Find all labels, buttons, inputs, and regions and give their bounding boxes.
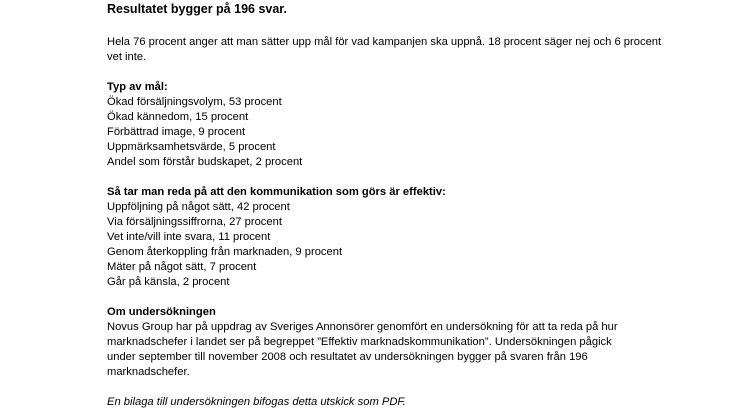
document-heading: Resultatet bygger på 196 svar. — [107, 2, 287, 16]
list-item: Via försäljningssiffrorna, 27 procent — [107, 216, 282, 228]
list-item: Uppföljning på något sätt, 42 procent — [107, 201, 290, 213]
list-item: Uppmärksamhetsvärde, 5 procent — [107, 141, 276, 153]
list-item: Mäter på något sätt, 7 procent — [107, 261, 257, 273]
effectiveness-title: Så tar man reda på att den kommunikation som görs är effektiv: — [107, 186, 446, 198]
goals-section — [107, 80, 667, 170]
about-section — [107, 305, 667, 380]
goals-title: Typ av mål: — [107, 81, 168, 93]
list-item: Andel som förstår budskapet, 2 procent — [107, 156, 303, 168]
effectiveness-list — [107, 200, 667, 290]
document-page — [107, 0, 667, 410]
about-title: Om undersökningen — [107, 306, 216, 318]
list-item: Genom återkoppling från marknaden, 9 procent — [107, 246, 343, 258]
intro-paragraph: Hela 76 procent anger att man sätter upp mål för vad kampanjen ska uppnå. 18 procent säger nej och 6 procent vet inte. — [107, 36, 662, 63]
about-body: Novus Group har på uppdrag av Sveriges Annonsörer genomfört en undersökning för att ta reda på hur marknadschefer i landet ser på begreppet ”Effektiv marknadskommunikation”. Undersökningen pågick under september till november 2008 och resultatet av undersökningen bygger på svaren från 196 marknadschefer. — [107, 321, 618, 378]
goals-list — [107, 95, 667, 170]
list-item: Går på känsla, 2 procent — [107, 276, 230, 288]
effectiveness-section — [107, 185, 667, 290]
list-item: Ökad försäljningsvolym, 53 procent — [107, 96, 282, 108]
list-item: Ökad kännedom, 15 procent — [107, 111, 249, 123]
list-item: Vet inte/vill inte svara, 11 procent — [107, 231, 271, 243]
footnote: En bilaga till undersökningen bifogas detta utskick som PDF. — [107, 396, 406, 408]
list-item: Förbättrad image, 9 procent — [107, 126, 246, 138]
